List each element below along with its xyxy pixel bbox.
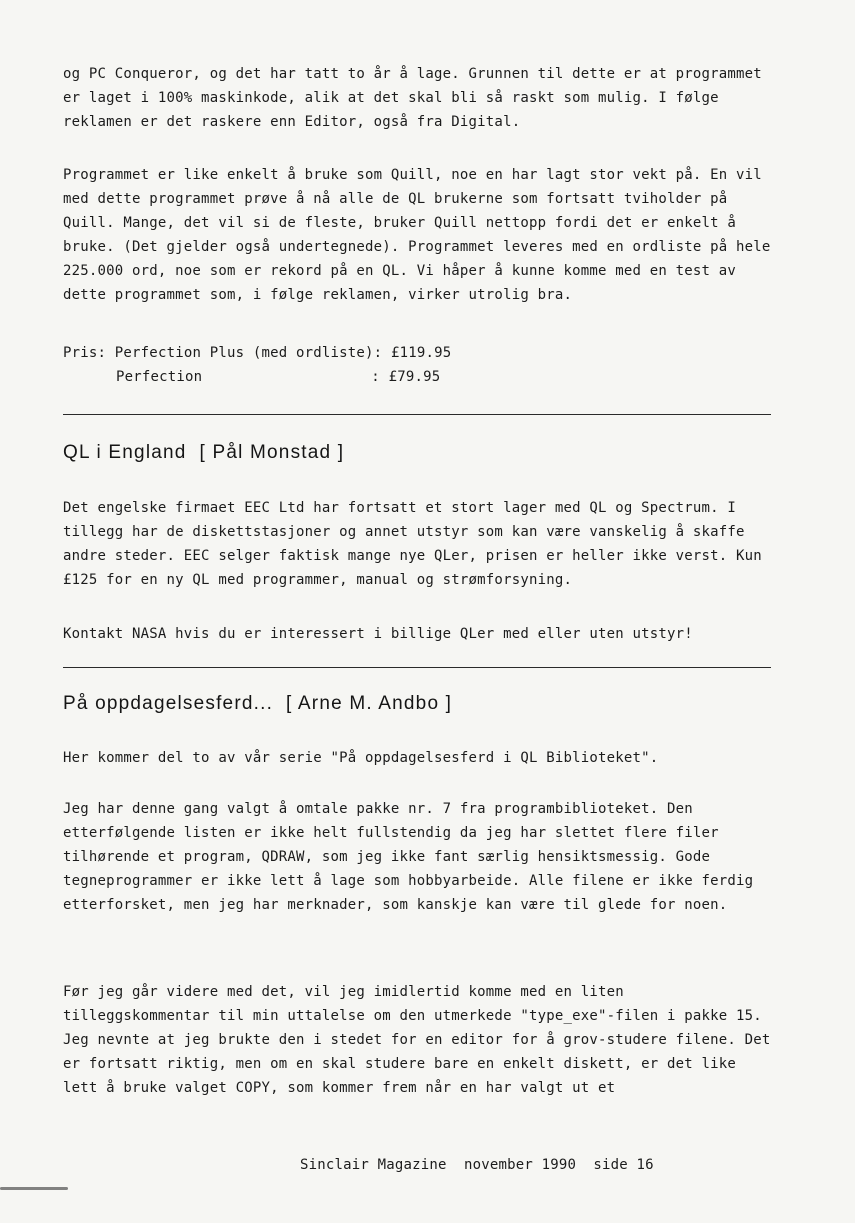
contact-paragraph: Kontakt NASA hvis du er interessert i billige QLer med eller uten utstyr! — [63, 626, 693, 642]
intro-paragraph: og PC Conqueror, og det har tatt to år å lage. Grunnen til dette er at programmet er laget i 100% maskinkode, alik at det skal bli så raskt som mulig. I følge reklamen er det raskere enn Editor, også fra Digital. — [63, 66, 771, 130]
section-heading-oppdagelsesferd: På oppdagelsesferd... [ Arne M. Andbo ] — [63, 693, 453, 714]
price-separator: : — [371, 369, 380, 385]
comment-paragraph: Før jeg går videre med det, vil jeg imidlertid komme med en liten tilleggskommentar til min uttalelse om den utmerkede "type_exe"-filen i pakke 15. Jeg nevnte at jeg brukte den i stedet for en editor for å grov-studere filene. Det er fortsatt riktig, men om en skal studere bare en enkelt diskett, er det like lett å bruke valget COPY, som kommer frem når en har valgt ut et — [63, 984, 780, 1096]
perfection-paragraph: Programmet er like enkelt å bruke som Quill, noe en har lagt stor vekt på. En vil med dette programmet prøve å nå alle de QL brukerne som fortsatt tviholder på Quill. Mange, det vil si de fleste, bruker Quill nettopp fordi det er enkelt å bruke. (Det gjelder også undertegnede). Programmet leveres med en ordliste på hele 225.000 ord, noe som er rekord på en QL. Vi håper å kunne komme med en test av dette programmet som, i følge reklamen, virker utrolig bra. — [63, 167, 780, 303]
section-divider — [63, 667, 771, 668]
section-heading-ql-england: QL i England [ Pål Monstad ] — [63, 442, 345, 463]
price-item-name: Perfection — [116, 369, 203, 385]
price-row-perfection-plus — [63, 341, 451, 365]
price-item-value: £119.95 — [390, 345, 452, 361]
section-divider — [63, 414, 771, 415]
scan-mark — [0, 1187, 68, 1190]
page-footer: Sinclair Magazine november 1990 side 16 — [300, 1157, 654, 1173]
price-row-perfection — [116, 365, 440, 389]
price-item-value: £79.95 — [388, 369, 441, 385]
ql-england-paragraph: Det engelske firmaet EEC Ltd har fortsatt et stort lager med QL og Spectrum. I tillegg har de diskettstasjoner og annet utstyr som kan være vanskelig å skaffe andre steder. EEC selger faktisk mange nye QLer, prisen er heller ikke verst. Kun £125 for en ny QL med programmer, manual og strømforsyning. — [63, 500, 771, 588]
price-label: Pris: — [63, 345, 107, 361]
series-intro-paragraph: Her kommer del to av vår serie "På oppdagelsesferd i QL Biblioteket". — [63, 750, 659, 766]
package-paragraph: Jeg har denne gang valgt å omtale pakke nr. 7 fra programbiblioteket. Den etterfølgende listen er ikke helt fullstendig da jeg har slettet flere filer tilhørende et program, QDRAW, som jeg ikke fant særlig hensiktsmessig. Gode tegneprogrammer er ikke lett å lage som hobbyarbeide. Alle filene er ikke ferdig etterforsket, men jeg har merknader, som kanskje kan være til glede for noen. — [63, 801, 762, 913]
price-item-name: Perfection Plus (med ordliste): — [114, 345, 383, 361]
